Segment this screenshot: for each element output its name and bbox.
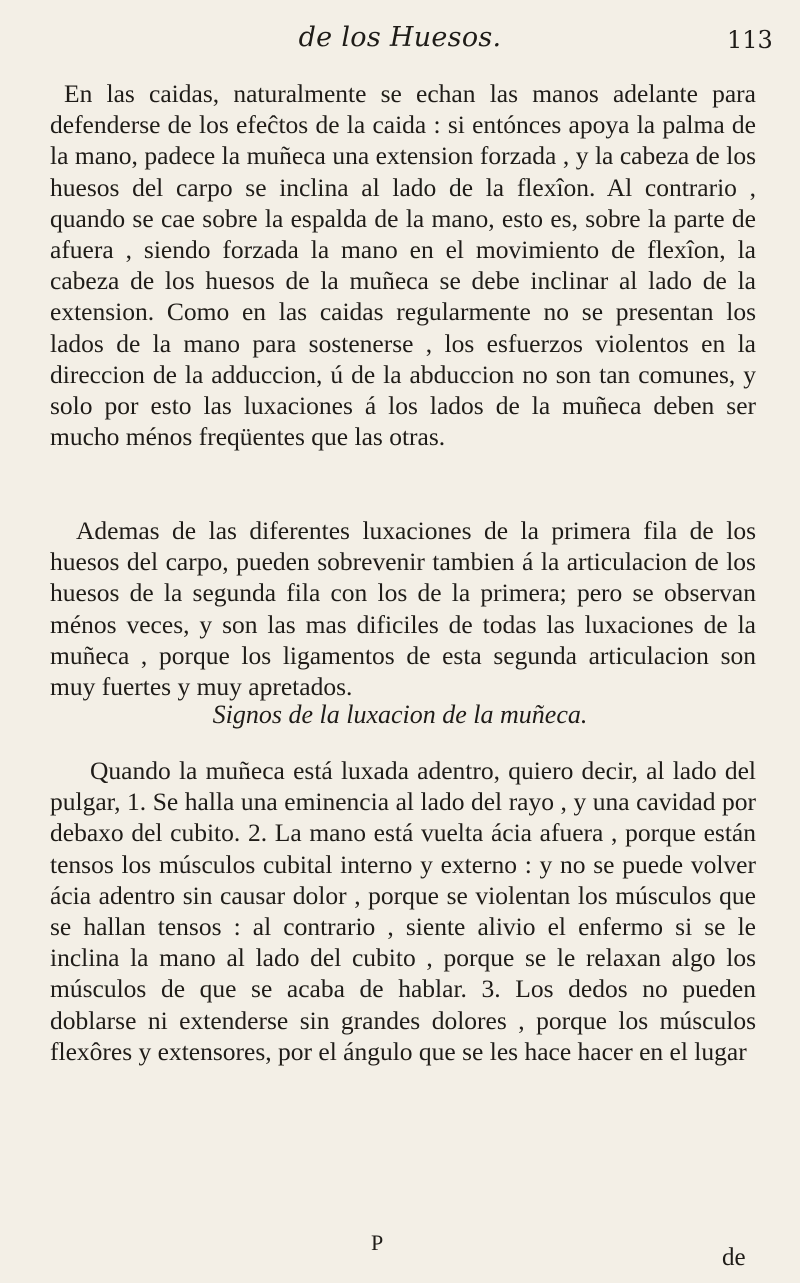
paragraph-second-row: Ademas de las diferentes luxaciones de la primera fila de los huesos del carpo, pueden sobrevenir tambien á la articulacion de los huesos de la segunda fila con los de la primera; pero se observan ménos veces, y son las mas dificiles de todas las luxaciones de la muñeca , porque los ligamentos de esta segunda articulacion son muy fuertes y muy apretados. — [50, 516, 756, 702]
signature-mark: P — [371, 1230, 384, 1255]
page-number: 113 — [727, 26, 773, 54]
catchword: de — [722, 1244, 746, 1271]
paragraph-falls: En las caidas, naturalmente se echan las manos adelante para defenderse de los efeĉtos de la caida : si entónces apoya la palma de la mano, padece la muñeca una extension forzada , y la cabeza de los huesos del carpo se inclina al lado de la flexîon. Al contrario , quando se cae sobre la espalda de la mano, esto es, sobre la parte de afuera , siendo forzada la mano en el movimiento de flexîon, la cabeza de los huesos de la muñeca se debe inclinar al lado de la extension. Como en las caidas regularmente no se presentan los lados de la mano para sostenerse , los esfuerzos violentos en la direccion de la adduccion, ú de la abduccion no son tan comunes, y solo por esto las luxaciones á los lados de la muñeca deben ser mucho ménos freqüentes que las otras. — [50, 79, 756, 452]
section-heading: Signos de la luxacion de la muñeca. — [212, 700, 588, 729]
running-title: de los Huesos. — [298, 22, 502, 53]
paragraph-signs: Quando la muñeca está luxada adentro, quiero decir, al lado del pulgar, 1. Se halla una eminencia al lado del rayo , y una cavidad por debaxo del cubito. 2. La mano está vuelta ácia afuera , porque están tensos los músculos cubital interno y externo : y no se puede volver ácia adentro sin causar dolor , porque se violentan los músculos que se hallan tensos : al contrario , siente alivio el enfermo si se le inclina la mano al lado del cubito , porque se le relaxan algo los músculos de que se acaba de hablar. 3. Los dedos no pueden doblarse ni extenderse sin grandes dolores , porque los músculos flexôres y extensores, por el ángulo que se les hace hacer en el lugar — [50, 756, 756, 1066]
